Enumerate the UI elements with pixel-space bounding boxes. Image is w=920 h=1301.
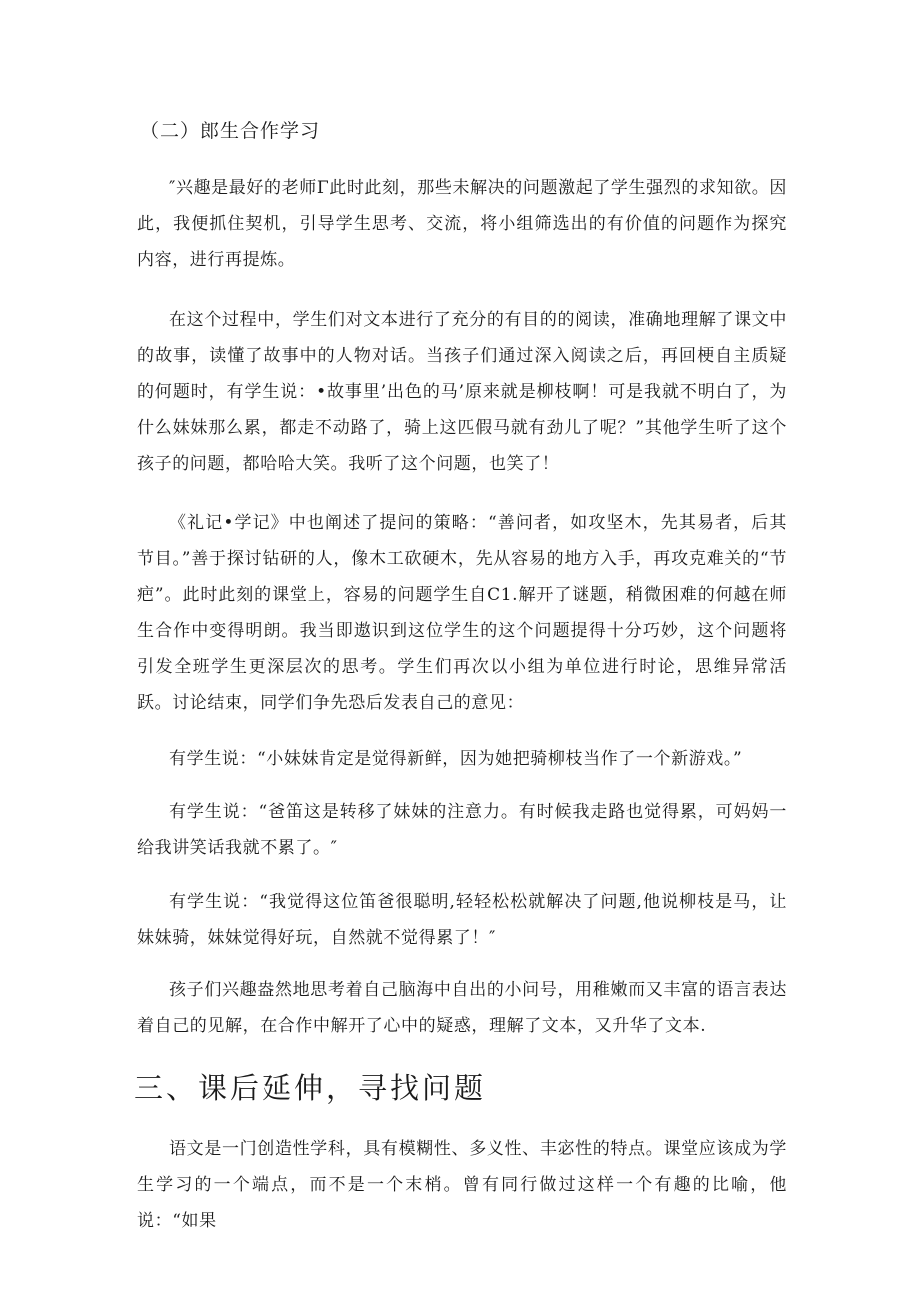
paragraph-reading-process: 在这个过程中，学生们对文本进行了充分的有目的的阅读，准确地理解了课文中的故事，读懂了故事中的人物对话。当孩子们通过深入阅读之后，再回梗自主质疑的何题时，有学生说：•故事里’出色的马’原来就是柳枝啊！可是我就不明白了，为什么妹妹那么累，都走不动路了，骑上这匹假马就有劲儿了呢？”其他学生听了这个孩子的问题，都哈哈大笑。我听了这个问题，也笑了！ [137,310,787,474]
paragraph-student-answer-3: 有学生说：“我觉得这位笛爸很聪明,轻轻松松就解决了问题,他说柳枝是马，让妹妹骑，妹妹觉得好玩，自然就不觉得累了！″ [137,892,787,948]
paragraph-student-answer-1: 有学生说：“小妹妹肯定是觉得新鲜，因为她把骑柳枝当作了一个新游戏。” [169,749,743,769]
section-heading: 三、课后延伸，寻找问题 [134,1071,487,1105]
paragraph-interest: ″兴趣是最好的老师Γ此时此刻，那些未解决的问题激起了学生强烈的求知欲。因此，我便抓住契机，引导学生思考、交流，将小组筛选出的有价值的问题作为探究内容，进行再提炼。 [137,178,787,270]
section-subheading: （二）郎生合作学习 [140,120,321,142]
paragraph-summary: 孩子们兴趣盎然地思考着自己脑海中自出的小问号，用稚嫩而又丰富的语言表达着自己的见解，在合作中解开了心中的疑惑，理解了文本，又升华了文本. [137,980,787,1036]
paragraph-liji-xueji: 《礼记•学记》中也阐述了提问的策略：“善问者，如攻坚木，先其易者，后其节目。”善于探讨钻研的人，像木工砍硬木，先从容易的地方入手，再攻克难关的“节疤”。此时此刻的课堂上，容易的问题学生自C1.解开了谜题，稍微困难的何越在师生合作中变得明朗。我当即遨识到这位学生的这个问题提得十分巧妙，这个问题将引发全班学生更深层次的思考。学生们再次以小组为单位进行时论，思维异常活跃。讨论结束，同学们争先恐后发表自己的意见： [137,513,787,713]
paragraph-chinese-subject: 语文是一门创造性学科，具有模糊性、多义性、丰宓性的特点。课堂应该成为学生学习的一个端点，而不是一个末梢。曾有同行做过这样一个有趣的比喻，他说：“如果 [137,1139,787,1231]
paragraph-student-answer-2: 有学生说：“爸笛这是转移了妹妹的注意力。有时候我走路也觉得累，可妈妈一给我讲笑话我就不累了。″ [137,802,787,858]
